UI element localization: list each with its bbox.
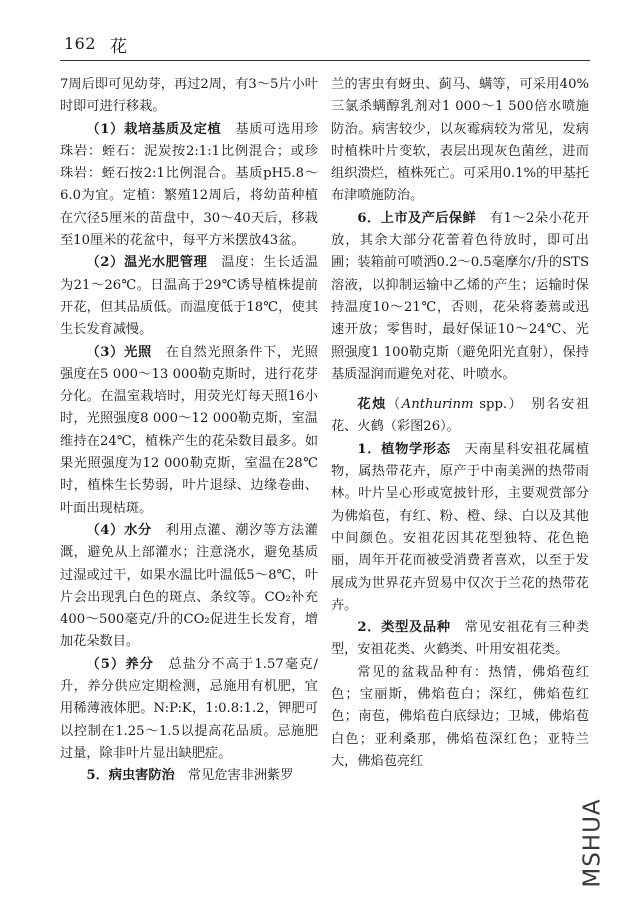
paragraph: （3）光照 在自然光照条件下，光照强度在5 000～13 000勒克斯时，进行花芽分化。在温室栽培时，用荧光灯每天照16小时，光照强度8 000～12 000勒克斯，室温维持在24℃，植株产生的花朵数目最多。如果光照强度为12 000勒克斯，室温在28℃时，植株生长势弱，叶片退绿、边缘卷曲、叶面出现枯斑。 xyxy=(60,344,318,516)
entry-name: 花烛 xyxy=(357,397,387,413)
watermark: MSHUA xyxy=(580,797,606,888)
paragraph: 兰的害虫有蚜虫、蓟马、螨等，可采用40%三氯杀螨醇乳剂对1 000～1 500倍水喷施防治。病害较少，以灰霉病较为常见，发病时植株叶片变软，表层出现灰色菌丝，进而组织溃烂，植株死亡。可采用0.1%的甲基托布津喷施防治。 xyxy=(331,77,589,204)
paragraph: 7周后即可见幼芽，再过2周，有3～5片小叶时即可进行移栽。 xyxy=(60,77,318,115)
section-label: 5．病虫害防治 xyxy=(86,768,175,784)
running-title: 花 xyxy=(110,37,127,57)
section-label: 2．类型及品种 xyxy=(357,620,451,636)
section-label: 6．上市及产后保鲜 xyxy=(357,210,477,226)
section-label: （1）栽培基质及定植 xyxy=(86,121,222,137)
header-rule xyxy=(60,60,590,61)
section-label: （5）养分 xyxy=(86,656,155,672)
paragraph: 1．植物学形态 天南星科安祖花属植物，属热带花卉，原产于中南美洲的热带雨林。叶片呈心形或宽披针形，主要观赏部分为佛焰苞，有红、粉、橙、绿、白以及其他中间颜色。安祖花因其花型独特、花色艳丽，周年开花而被受消费者喜欢，以至于发展成为世界花卉贸易中仅次于兰花的热带花卉。 xyxy=(331,441,590,613)
paragraph: （2）温光水肥管理 温度：生长适温为21～26℃。日温高于29℃诱导植株提前开花，但其品质低。而温度低于18℃，使其生长发育减慢。 xyxy=(60,255,319,338)
page-number: 162 xyxy=(64,34,97,53)
section-label: （4）水分 xyxy=(86,522,152,538)
paragraph: 2．类型及品种 常见安祖花有三种类型，安祖花类、火鹤类、叶用安祖花类。 xyxy=(331,620,590,658)
paragraph: 5．病虫害防治 常见危害非洲紫罗 xyxy=(86,768,294,784)
paragraph: （1）栽培基质及定植 基质可选用珍珠岩：蛭石：泥炭按2:1:1比例混合；或珍珠岩：蛭石按2:1比例混合。基质pH5.8～6.0为宜。定植：繁殖12周后，将幼苗种植在穴径5厘米的苗盘中，30～40天后，移栽至10厘米的花盆中，每平方米摆放43盆。 xyxy=(60,121,319,249)
paragraph: （5）养分 总盐分不高于1.57毫克/升，养分供应定期检测，忌施用有机肥，宜用稀薄液体肥。N:P:K，1:0.8:1.2，钾肥可以控制在1.25～1.5以提高花品质。忌施肥过量，除非叶片显出缺肥症。 xyxy=(60,656,318,761)
paragraph: 6．上市及产后保鲜 有1～2朵小花开放，其余大部分花蕾着色待放时，即可出圃；装箱前可喷洒0.2～0.5毫摩尔/升的STS溶液，以抑制运输中乙烯的产生；运输时保持温度10～21℃，否则，花朵将萎蔫或迅速开放；零售时，最好保证10～24℃、光照强度1 100勒克斯（避免阳光直射），保持基质湿润而避免对花、叶喷水。 xyxy=(331,210,590,382)
paragraph: （4）水分 利用点灌、潮汐等方法灌溉，避免从上部灌水；注意浇水，避免基质过湿或过干，如果水温比叶温低5～8℃，叶片会出现乳白色的斑点、条纹等。CO₂补充400～500毫克/升的CO₂促进生长发育，增加花朵数目。 xyxy=(60,522,318,650)
section-label: 1．植物学形态 xyxy=(357,441,451,457)
latin-name: Anthurinm xyxy=(401,397,474,413)
entry-heading: 花烛（Anthurinm spp.） 别名安祖花、火鹤（彩图26）。 xyxy=(331,397,590,435)
right-column xyxy=(331,74,589,773)
left-column xyxy=(60,74,318,788)
section-label: （3）光照 xyxy=(86,344,152,360)
page-header xyxy=(64,26,584,62)
paragraph: 常见的盆栽品种有：热情，佛焰苞红色；宝丽斯，佛焰苞白；深红，佛焰苞红色；南苞，佛焰苞白底绿边；卫城，佛焰苞白色；亚利桑那，佛焰苞深红色；亚特兰大，佛焰苞亮红 xyxy=(331,664,589,769)
section-label: （2）温光水肥管理 xyxy=(86,255,208,271)
